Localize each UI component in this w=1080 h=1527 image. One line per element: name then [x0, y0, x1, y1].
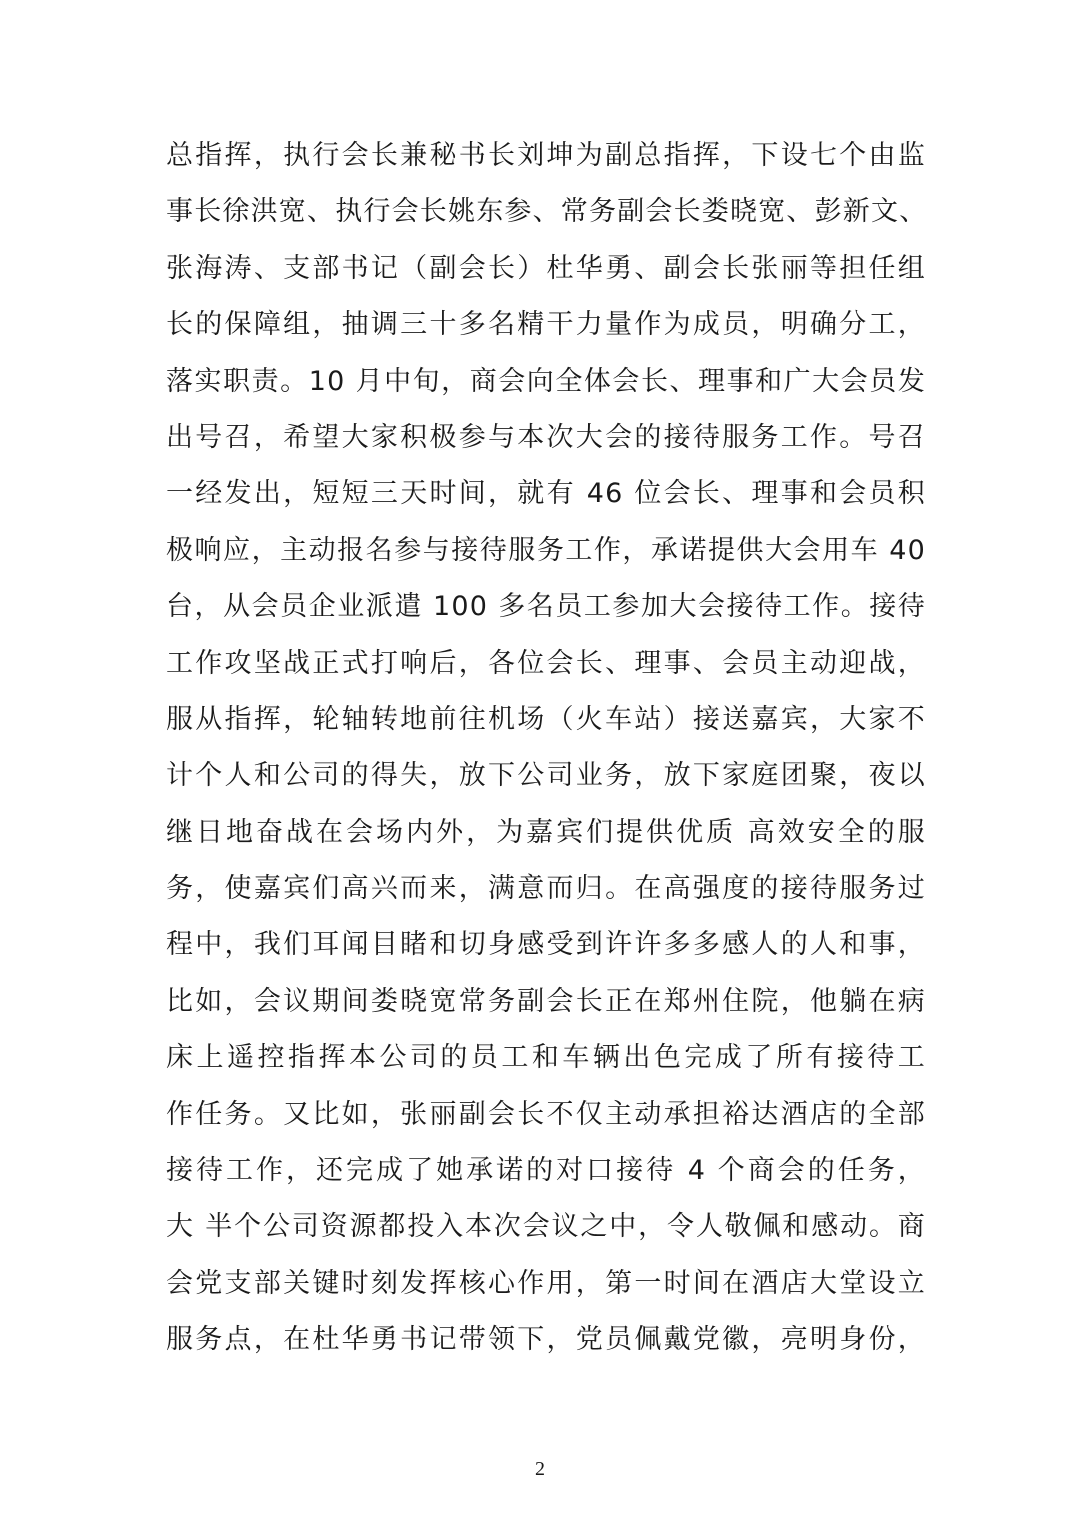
text-line: 一经发出，短短三天时间，就有 46 位会长、理事和会员积	[166, 478, 926, 510]
text-line: 落实职责。10 月中旬，商会向全体会长、理事和广大会员发	[166, 365, 926, 397]
text-line: 台，从会员企业派遣 100 多名员工参加大会接待工作。接待	[166, 591, 926, 623]
text-line: 床上遥控指挥本公司的员工和车辆出色完成了所有接待工	[166, 1042, 926, 1074]
text-line: 服务点，在杜华勇书记带领下，党员佩戴党徽，亮明身份，	[166, 1324, 926, 1356]
text-line: 会党支部关键时刻发挥核心作用，第一时间在酒店大堂设立	[166, 1267, 926, 1299]
text-line: 比如，会议期间娄晓宽常务副会长正在郑州住院，他躺在病	[166, 985, 926, 1017]
text-line: 接待工作，还完成了她承诺的对口接待 4 个商会的任务，	[166, 1155, 926, 1187]
text-line: 大 半个公司资源都投入本次会议之中，令人敬佩和感动。商	[166, 1211, 926, 1243]
text-line: 程中，我们耳闻目睹和切身感受到许许多多感人的人和事，	[166, 929, 926, 961]
text-line: 作任务。又比如，张丽副会长不仅主动承担裕达酒店的全部	[166, 1098, 926, 1130]
text-line: 服从指挥，轮轴转地前往机场（火车站）接送嘉宾，大家不	[166, 703, 926, 735]
text-line: 事长徐洪宽、执行会长姚东参、常务副会长娄晓宽、彭新文、	[166, 196, 928, 228]
text-line: 出号召，希望大家积极参与本次大会的接待服务工作。号召	[166, 421, 926, 453]
page-number: 2	[535, 1458, 545, 1480]
text-line: 总指挥，执行会长兼秘书长刘坤为副总指挥，下设七个由监	[166, 140, 926, 171]
text-line: 务，使嘉宾们高兴而来，满意而归。在高强度的接待服务过	[166, 873, 926, 905]
text-line: 长的保障组，抽调三十多名精干力量作为成员，明确分工，	[166, 309, 926, 341]
text-line: 张海涛、支部书记（副会长）杜华勇、副会长张丽等担任组	[166, 252, 926, 284]
body-paragraph	[166, 128, 926, 1369]
text-line: 继日地奋战在会场内外，为嘉宾们提供优质 高效安全的服	[166, 816, 926, 848]
text-line: 计个人和公司的得失，放下公司业务，放下家庭团聚，夜以	[166, 760, 926, 792]
text-line: 工作攻坚战正式打响后，各位会长、理事、会员主动迎战，	[166, 647, 926, 679]
text-line: 极响应，主动报名参与接待服务工作，承诺提供大会用车 40	[166, 534, 926, 566]
